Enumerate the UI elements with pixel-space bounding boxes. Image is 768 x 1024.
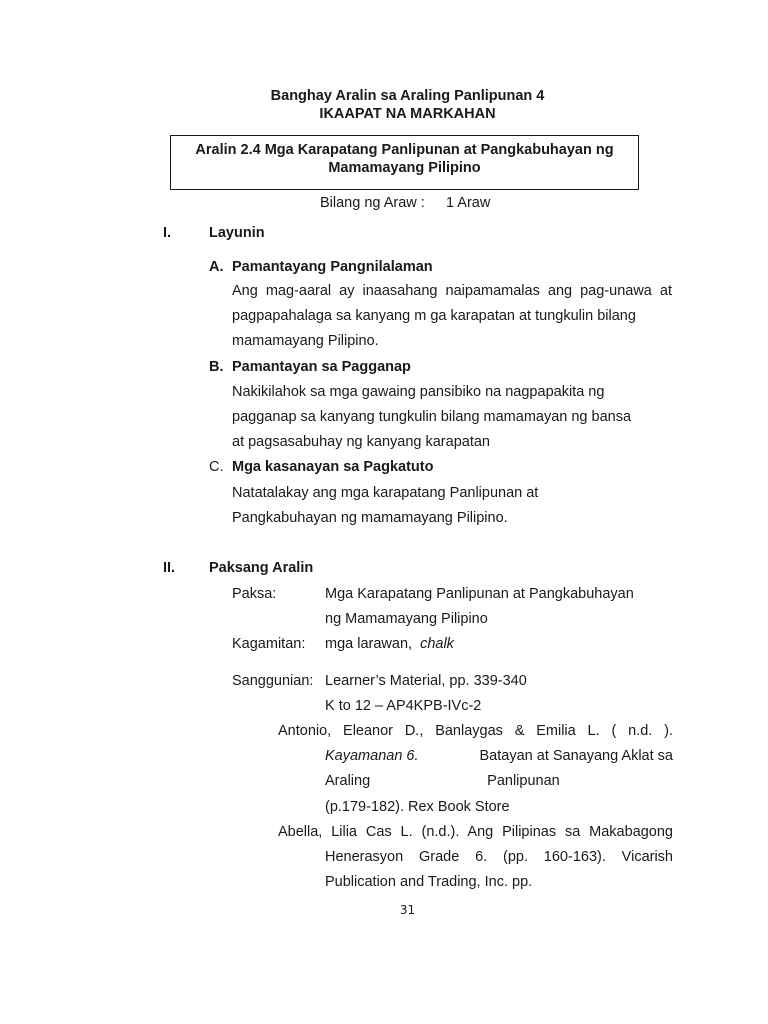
reference-1-line3-text: Araling Panlipunan xyxy=(325,773,560,789)
paksa-line: Mga Karapatang Panlipunan at Pangkabuhayan xyxy=(325,586,634,602)
subsection-a-letter: A. xyxy=(209,259,224,275)
subsection-b-title: Pamantayan sa Pagganap xyxy=(232,359,411,375)
subsection-c-letter: C. xyxy=(209,459,224,475)
lesson-title-line1: Aralin 2.4 Mga Karapatang Panlipunan at Pangkabuhayan ng xyxy=(195,142,614,158)
reference-1-line1: Antonio, Eleanor D., Banlaygas & Emilia L. ( n.d. ). xyxy=(278,723,673,739)
subsection-a-line: mamamayang Pilipino. xyxy=(232,333,379,349)
section-2-title: Paksang Aralin xyxy=(209,560,314,576)
subsection-c-title: Mga kasanayan sa Pagkatuto xyxy=(232,459,434,475)
kagamitan-value xyxy=(325,636,454,652)
subsection-b-line: pagganap sa kanyang tungkulin bilang mamamayan ng bansa xyxy=(232,409,632,425)
subsection-a-title: Pamantayang Pangnilalaman xyxy=(232,259,433,275)
reference-2-line3: Publication and Trading, Inc. pp. xyxy=(325,874,533,890)
section-2-numeral: II. xyxy=(163,560,176,576)
reference-1-line2 xyxy=(325,748,673,764)
subsection-a-line: pagpapahalaga sa kanyang m ga karapatan at tungkulin bilang xyxy=(232,308,636,324)
section-1-title: Layunin xyxy=(209,225,265,241)
subsection-c-line: Natatalakay ang mga karapatang Panlipunan at xyxy=(232,485,539,501)
paksa-label: Paksa: xyxy=(232,586,277,602)
kagamitan-italic: chalk xyxy=(420,636,454,652)
reference-1-line2-rest: Batayan at Sanayang Aklat sa xyxy=(479,748,673,764)
reference-2-line1: Abella, Lilia Cas L. (n.d.). Ang Pilipinas sa Makabagong xyxy=(278,824,673,840)
reference-1-line4: (p.179-182). Rex Book Store xyxy=(325,799,510,815)
subsection-a-line: Ang mag-aaral ay inaasahang naipamamalas ang pag-unawa at xyxy=(232,283,672,299)
kagamitan-text: mga larawan, xyxy=(325,636,413,652)
sanggunian-line: Learner’s Material, pp. 339-340 xyxy=(325,673,527,689)
days-value: 1 Araw xyxy=(446,195,491,211)
reference-1-line3 xyxy=(325,773,560,789)
section-1-numeral: I. xyxy=(163,225,172,241)
page-number: 31 xyxy=(399,903,416,917)
reference-1-italic-title: Kayamanan 6. xyxy=(325,748,419,764)
lesson-title-line2: Mamamayang Pilipino xyxy=(328,160,481,176)
subsection-b-letter: B. xyxy=(209,359,224,375)
sanggunian-line: K to 12 – AP4KPB-IVc-2 xyxy=(325,698,482,714)
kagamitan-label: Kagamitan: xyxy=(232,636,306,652)
paksa-line: ng Mamamayang Pilipino xyxy=(325,611,488,627)
subsection-c-line: Pangkabuhayan ng mamamayang Pilipino. xyxy=(232,510,508,526)
quarter-title: IKAAPAT NA MARKAHAN xyxy=(319,106,496,122)
subsection-b-line: Nakikilahok sa mga gawaing pansibiko na nagpapakita ng xyxy=(232,384,605,400)
subsection-b-line: at pagsasabuhay ng kanyang karapatan xyxy=(232,434,490,450)
days-label: Bilang ng Araw : xyxy=(320,195,425,211)
reference-2-line2: Henerasyon Grade 6. (pp. 160-163). Vicarish xyxy=(325,849,673,865)
sanggunian-label: Sanggunian: xyxy=(232,673,314,689)
document-title: Banghay Aralin sa Araling Panlipunan 4 xyxy=(270,88,545,104)
